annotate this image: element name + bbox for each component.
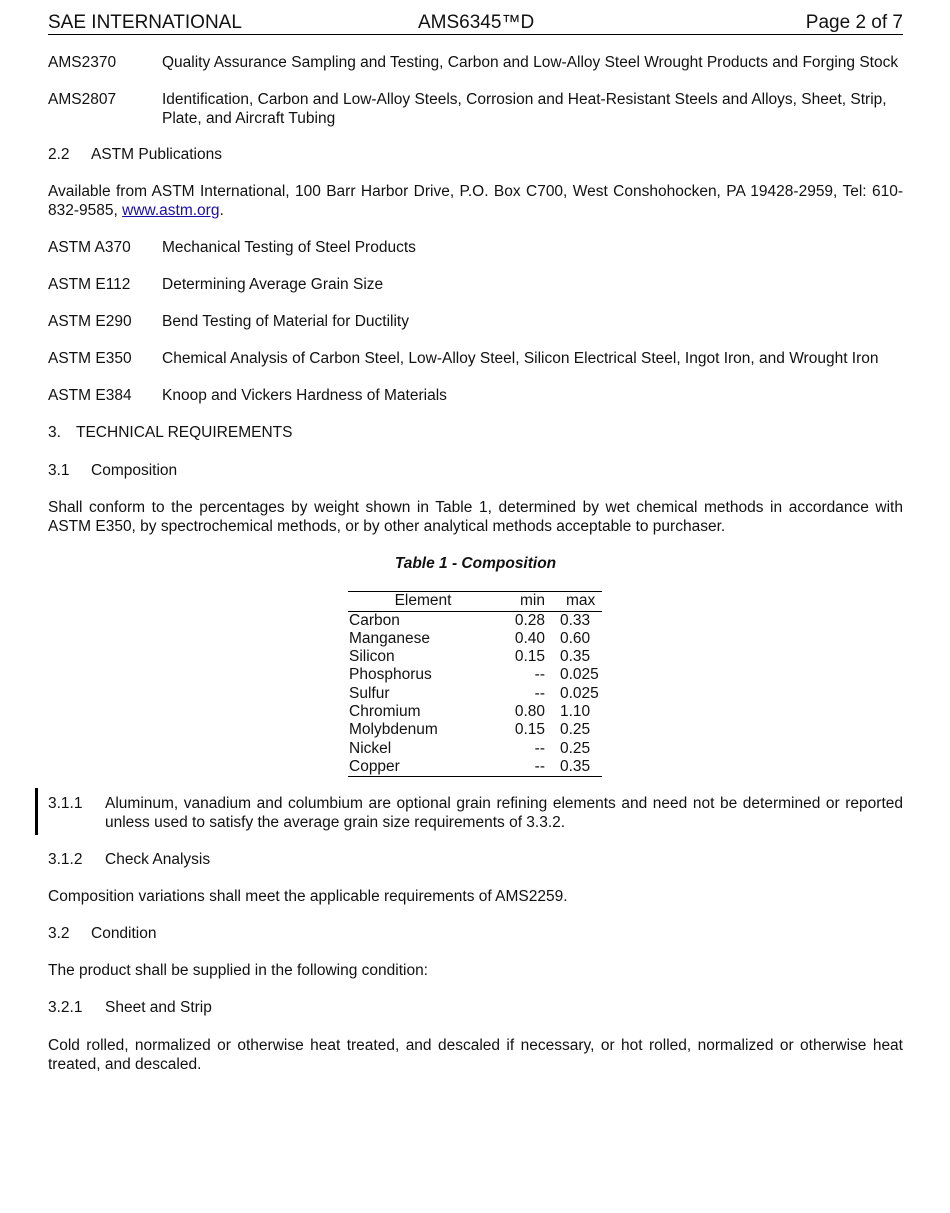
element-cell: Phosphorus <box>349 666 432 684</box>
column-header-min: min <box>520 592 545 609</box>
min-cell: 0.15 <box>514 648 545 666</box>
section-number: 3. <box>48 424 61 441</box>
table-row <box>348 758 602 777</box>
section-number: 3.1 <box>48 462 70 479</box>
element-cell: Copper <box>349 757 400 775</box>
reference-title: Identification, Carbon and Low-Alloy Steels, Corrosion and Heat-Resistant Steels and Alloys, Sheet, Strip, Plate, and Aircraft Tubing <box>162 91 887 127</box>
astm-availability-text: Available from ASTM International, 100 Barr Harbor Drive, P.O. Box C700, West Conshohocken, PA 19428-2959, Tel: 610-832-9585, <box>48 183 903 219</box>
min-cell: 0.80 <box>514 702 545 720</box>
max-cell: 0.025 <box>560 684 599 702</box>
max-cell: 1.10 <box>560 702 591 720</box>
min-cell: -- <box>534 757 545 775</box>
column-header-element: Element <box>394 592 452 609</box>
table-row <box>348 721 602 739</box>
check-analysis-paragraph: Composition variations shall meet the applicable requirements of AMS2259. <box>48 888 568 905</box>
reference-title: Chemical Analysis of Carbon Steel, Low-Alloy Steel, Silicon Electrical Steel, Ingot Iron, and Wrought Iron <box>162 350 879 367</box>
reference-code: AMS2807 <box>48 91 117 108</box>
min-cell: -- <box>534 684 545 702</box>
reference-code: AMS2370 <box>48 54 117 71</box>
reference-code: ASTM E350 <box>48 350 132 367</box>
condition-paragraph: The product shall be supplied in the following condition: <box>48 962 428 979</box>
max-cell: 0.25 <box>560 721 591 739</box>
element-cell: Sulfur <box>349 684 390 702</box>
min-cell: -- <box>534 666 545 684</box>
revision-change-bar <box>35 788 38 835</box>
min-cell: 0.28 <box>514 611 545 629</box>
min-cell: 0.40 <box>514 629 545 647</box>
element-cell: Silicon <box>349 648 395 666</box>
table-row <box>348 685 602 703</box>
column-header-max: max <box>566 592 596 609</box>
table-row <box>348 740 602 758</box>
header-page-number: Page 2 of 7 <box>805 12 903 33</box>
element-cell: Carbon <box>349 611 400 629</box>
reference-code: ASTM A370 <box>48 239 131 256</box>
sheet-strip-paragraph: Cold rolled, normalized or otherwise heat treated, and descaled if necessary, or hot rolled, normalized or otherwise heat treated, and descaled. <box>48 1037 903 1073</box>
section-number: 2.2 <box>48 146 70 163</box>
reference-title: Knoop and Vickers Hardness of Materials <box>162 387 447 404</box>
section-text: Aluminum, vanadium and columbium are optional grain refining elements and need not be determined or reported unless used to satisfy the average grain size requirements of 3.3.2. <box>105 795 903 831</box>
max-cell: 0.35 <box>560 757 591 775</box>
table-header-row <box>348 591 602 612</box>
table-row <box>348 612 602 630</box>
period: . <box>219 201 224 219</box>
table-row <box>348 666 602 684</box>
page-header <box>48 12 903 35</box>
max-cell: 0.025 <box>560 666 599 684</box>
section-number: 3.1.2 <box>48 851 83 868</box>
element-cell: Nickel <box>349 739 392 757</box>
min-cell: 0.15 <box>514 721 545 739</box>
element-cell: Chromium <box>349 702 421 720</box>
reference-title: Determining Average Grain Size <box>162 276 384 293</box>
reference-code: ASTM E112 <box>48 276 131 293</box>
astm-availability-paragraph <box>48 183 903 220</box>
element-cell: Molybdenum <box>349 721 438 739</box>
section-number: 3.2.1 <box>48 999 83 1016</box>
section-title: ASTM Publications <box>91 146 222 163</box>
composition-paragraph: Shall conform to the percentages by weight shown in Table 1, determined by wet chemical methods in accordance with ASTM E350, by spectrochemical methods, or by other analytical methods acceptable to purchaser. <box>48 499 903 535</box>
max-cell: 0.25 <box>560 739 591 757</box>
max-cell: 0.60 <box>560 629 591 647</box>
header-doc-id: AMS6345™D <box>418 12 535 33</box>
max-cell: 0.35 <box>560 648 591 666</box>
composition-table <box>348 591 602 777</box>
section-title: TECHNICAL REQUIREMENTS <box>76 424 293 441</box>
section-title: Sheet and Strip <box>105 999 212 1016</box>
table-caption: Table 1 - Composition <box>394 555 557 572</box>
element-cell: Manganese <box>349 629 431 647</box>
header-org: SAE INTERNATIONAL <box>48 12 242 33</box>
reference-title: Mechanical Testing of Steel Products <box>162 239 416 256</box>
reference-code: ASTM E384 <box>48 387 132 404</box>
section-title: Check Analysis <box>105 851 211 868</box>
reference-code: ASTM E290 <box>48 313 132 330</box>
reference-title: Quality Assurance Sampling and Testing, Carbon and Low-Alloy Steel Wrought Products and Forging Stock <box>162 54 899 71</box>
table-row <box>348 630 602 648</box>
max-cell: 0.33 <box>560 611 591 629</box>
min-cell: -- <box>534 739 545 757</box>
section-number: 3.1.1 <box>48 795 83 812</box>
astm-website-link[interactable]: www.astm.org <box>122 201 220 219</box>
section-title: Composition <box>91 462 178 479</box>
section-number: 3.2 <box>48 925 70 942</box>
reference-title: Bend Testing of Material for Ductility <box>162 313 409 330</box>
table-row <box>348 703 602 721</box>
section-title: Condition <box>91 925 157 942</box>
table-row <box>348 648 602 666</box>
